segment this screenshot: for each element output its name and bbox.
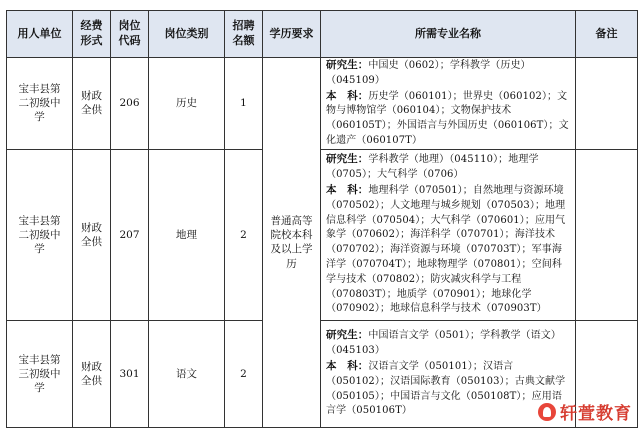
col-header-category: 岗位类别	[149, 11, 225, 58]
quota-cell: 2	[225, 320, 263, 427]
quota-cell: 1	[225, 58, 263, 150]
ug-label: 本 科：	[326, 359, 369, 372]
col-header-quota: 招聘 名额	[225, 11, 263, 58]
recruitment-table	[6, 10, 638, 428]
table-row	[7, 149, 638, 320]
notes-cell	[576, 149, 638, 320]
unit-cell: 宝丰县第二初级中学	[7, 58, 73, 150]
watermark-text: 轩萱教育	[560, 404, 632, 424]
grad-majors: 中国史（0602）；学科教学（历史）（045109）	[326, 60, 531, 86]
ug-majors: 历史学（060101）；世界史（060102）；文物与博物馆学（060104）；文物保护技术（060105T）；外国语言与外国历史（060106T）；文化遗产（060107T）	[326, 90, 569, 146]
col-header-majors: 所需专业名称	[321, 11, 576, 58]
funding-cell: 财政全供	[73, 320, 111, 427]
ug-label: 本 科：	[326, 183, 369, 196]
code-cell: 207	[111, 149, 149, 320]
brand-logo-icon	[538, 403, 556, 421]
grad-label: 研究生：	[326, 153, 369, 166]
ug-majors: 地理科学（070501）；自然地理与资源环境（070502）；人文地理与城乡规划（070503）；地理信息科学（070504）；大气科学（070601）；应用气象学（070602）；海洋科学（070701）；海洋技术（070702）；海洋资源与环境（070703T）；军事海洋学（070704T）；地球物理学（070801）；空间科学与技术（070802）；防灾减灾科学与工程（070803T）；地质学（070901）；地球化学（070902）；地球信息科学与技术（070903T）	[326, 184, 566, 315]
grad-majors: 中国语言文学（0501）；学科教学（语文）（045103）	[326, 330, 561, 357]
header-row	[7, 11, 638, 58]
grad-majors: 学科教学（地理）（045110）；地理学（0705）；大气科学（0706）	[326, 154, 539, 181]
majors-cell	[321, 149, 576, 320]
col-header-code: 岗位 代码	[111, 11, 149, 58]
category-cell: 历史	[149, 58, 225, 150]
col-header-notes: 备注	[576, 11, 638, 58]
grad-label: 研究生：	[326, 329, 369, 342]
grad-label: 研究生：	[326, 59, 369, 71]
table-row	[7, 58, 638, 150]
funding-cell: 财政全供	[73, 58, 111, 150]
majors-cell	[321, 58, 576, 150]
notes-cell	[576, 58, 638, 150]
category-cell: 地理	[149, 149, 225, 320]
ug-majors: 汉语言文学（050101）；汉语言（050102）；汉语国际教育（050103）；古典文献学（050105）；中国语言与文化（050108T）；应用语言学（050106T）	[326, 360, 566, 417]
col-header-funding: 经费 形式	[73, 11, 111, 58]
funding-cell: 财政全供	[73, 149, 111, 320]
code-cell: 301	[111, 320, 149, 427]
education-cell: 普通高等院校本科及以上学历	[263, 58, 321, 428]
col-header-unit: 用人单位	[7, 11, 73, 58]
category-cell: 语文	[149, 320, 225, 427]
code-cell: 206	[111, 58, 149, 150]
ug-label: 本 科：	[326, 89, 369, 102]
unit-cell: 宝丰县第二初级中学	[7, 149, 73, 320]
watermark	[538, 399, 632, 424]
quota-cell: 2	[225, 149, 263, 320]
col-header-education: 学历要求	[263, 11, 321, 58]
unit-cell: 宝丰县第三初级中学	[7, 320, 73, 427]
